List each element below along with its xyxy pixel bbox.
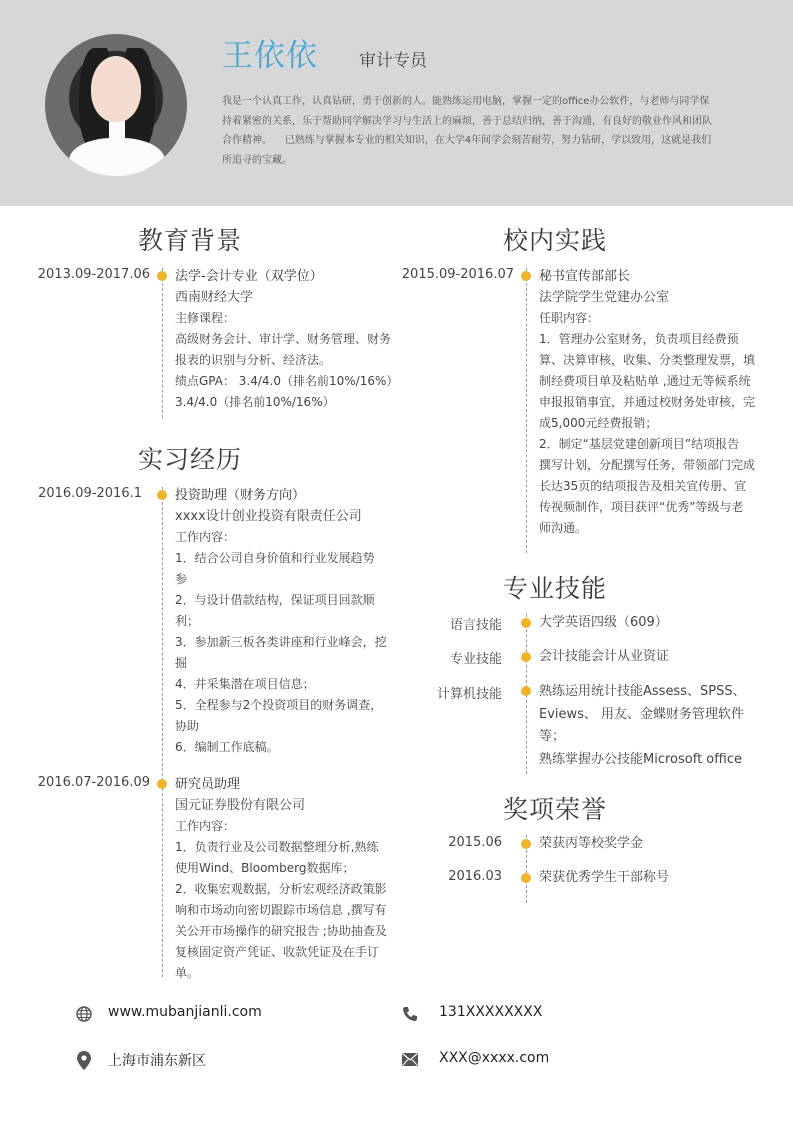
intro-line: 我是一个认真工作，认真钻研，勇于创新的人。能熟练运用电脑，掌握一定的office办公软件，与老师与同学保: [222, 96, 710, 107]
education-line: 绩点GPA： 3.4/4.0（排名前10%/16%）: [175, 374, 399, 388]
internship-company: 国元证券股份有限公司: [175, 798, 306, 813]
internship-line: 6．编制工作底稿。: [175, 740, 279, 754]
education-date: 2013.09-2017.06: [37, 267, 150, 282]
internship-line: 复核固定资产凭证、收款凭证及在手订: [175, 945, 380, 959]
award-date: 2016.03: [448, 869, 502, 884]
timeline-dot: [521, 618, 531, 628]
intro-line: 持着紧密的关系，乐于帮助同学解决学习与生活上的麻烦，善于总结归纳，善于沟通，有良好的敬业作风和团队: [222, 115, 712, 127]
education-degree: 法学-会计专业（双学位）: [175, 269, 323, 284]
campus-line: 算、决算审核，收集、分类整理发票，填: [539, 353, 756, 367]
award-line: 荣获丙等校奖学金: [539, 836, 644, 851]
section-title-campus: 校内实践: [503, 226, 608, 255]
mail-icon: [402, 1053, 418, 1066]
timeline-dot: [521, 686, 531, 696]
internship-line: 1．负责行业及公司数据整理分析,熟练: [175, 840, 379, 854]
internship-date: 2016.07-2016.09: [37, 775, 150, 790]
campus-date: 2015.09-2016.07: [401, 267, 514, 282]
internship-company: xxxx设计创业投资有限责任公司: [175, 509, 362, 524]
internship-line: 利；: [175, 614, 200, 628]
timeline-dot: [157, 490, 167, 500]
timeline-dot: [157, 779, 167, 789]
internship-line: 协助: [175, 719, 200, 733]
skill-line: 会计技能会计从业资证: [539, 649, 670, 664]
intro-line: 合作精神。 已熟练与掌握本专业的相关知识，在大学4年间学会刻苦耐劳，努力钻研，学以致用，这就是我们: [222, 135, 712, 146]
timeline-dot: [521, 271, 531, 281]
internship-line: 5．全程参与2个投资项目的财务调查，: [175, 698, 383, 712]
campus-line: 任职内容：: [539, 311, 600, 325]
internship-line: 工作内容：: [175, 530, 236, 544]
skill-item: [539, 646, 669, 667]
internship-line: 使用Wind、Bloomberg数据库；: [175, 861, 355, 875]
campus-line: 1．管理办公室财务，负责项目经费预: [539, 332, 739, 346]
internship-line: 参: [175, 572, 188, 586]
internship-line: 关公开市场操作的研究报告 ;协助抽查及: [175, 924, 387, 938]
internship-date: 2016.09-2016.1: [38, 486, 142, 501]
skill-item: [539, 681, 746, 771]
timeline-dot: [521, 839, 531, 849]
internship-line: 工作内容：: [175, 819, 236, 833]
internship-line: 3．参加新三板各类讲座和行业峰会，挖: [175, 635, 387, 649]
skill-item: [539, 612, 668, 633]
education-school: 西南财经大学: [175, 290, 254, 305]
education-line: 报表的识别与分析、经济法。: [175, 353, 332, 367]
intro-line: 所追寻的宝藏。: [222, 154, 292, 166]
campus-line: 制经费项目单及粘贴单 ,通过无等候系统: [539, 374, 751, 388]
internship-role: 投资助理（财务方向）: [175, 488, 306, 503]
website-link[interactable]: www.mubanjianli.com: [108, 1004, 262, 1020]
timeline-line: [526, 268, 527, 553]
skill-line: 熟练运用统计技能Assess、SPSS、: [539, 684, 746, 699]
avatar: [45, 34, 187, 176]
internship-line: 1．结合公司自身价值和行业发展趋势: [175, 551, 375, 565]
internship-line: 掘: [175, 656, 188, 670]
internship-line: 2．与设计借款结构，保证项目回款顺: [175, 593, 375, 607]
award-date: 2015.06: [448, 835, 502, 850]
phone-number[interactable]: 131XXXXXXXX: [439, 1004, 543, 1020]
campus-line: 成5,000元经费报销；: [539, 416, 658, 430]
internship-role: 研究员助理: [175, 777, 241, 792]
campus-org: 法学院学生党建办公室: [539, 290, 670, 305]
campus-line: 师沟通。: [539, 521, 588, 535]
timeline-dot: [521, 652, 531, 662]
skill-line: 等；: [539, 729, 566, 744]
skill-label: 计算机技能: [436, 687, 502, 702]
timeline-line: [162, 268, 163, 418]
skill-label: 语言技能: [449, 618, 502, 633]
section-title-internship: 实习经历: [138, 445, 243, 474]
education-line: 主修课程：: [175, 311, 236, 325]
education-details: [175, 266, 398, 413]
job-title: 审计专员: [359, 51, 427, 71]
skill-line: Eviews、 用友、金蝶财务管理软件: [539, 706, 745, 722]
internship-line: 响和市场动向密切跟踪市场信息 ,撰写有: [175, 903, 387, 917]
internship-line: 2．收集宏观数据，分析宏观经济政策影: [175, 882, 387, 896]
skill-label: 专业技能: [449, 652, 502, 667]
skill-line: 大学英语四级（609）: [539, 615, 668, 630]
email-link[interactable]: XXX@xxxx.com: [439, 1050, 550, 1066]
globe-icon: [76, 1006, 92, 1022]
internship-line: 单。: [175, 966, 200, 980]
internship-item: [175, 485, 387, 758]
internship-line: 4．并采集潜在项目信息；: [175, 677, 315, 691]
address: 上海市浦东新区: [108, 1053, 206, 1069]
section-title-skills: 专业技能: [503, 574, 608, 603]
campus-line: 传视频制作，项目获评“优秀”等级与老: [539, 500, 744, 514]
campus-role: 秘书宣传部部长: [539, 269, 631, 284]
campus-line: 撰写计划，分配撰写任务，带领部门完成: [539, 458, 756, 472]
section-title-awards: 奖项荣誉: [503, 795, 608, 824]
campus-line: 申报报销事宜，并通过校财务处审核，完: [539, 395, 756, 409]
award-text: [539, 867, 669, 888]
campus-line: 长达35页的结项报告及相关宣传册、宣: [539, 479, 747, 493]
location-pin-icon: [77, 1051, 91, 1070]
timeline-dot: [157, 271, 167, 281]
award-text: [539, 833, 643, 854]
phone-icon: [402, 1006, 418, 1022]
education-line: 3.4/4.0（排名前10%/16%）: [175, 395, 335, 409]
skill-line: 熟练掌握办公技能Microsoft office: [539, 751, 742, 767]
campus-line: 2．制定“基层党建创新项目”结项报告: [539, 437, 740, 451]
timeline-line: [162, 487, 163, 977]
award-line: 荣获优秀学生干部称号: [539, 870, 670, 885]
name: 王依依: [222, 38, 318, 74]
campus-details: [539, 266, 755, 539]
education-line: 高级财务会计、审计学、财务管理、财务: [175, 332, 392, 346]
timeline-dot: [521, 873, 531, 883]
internship-item: [175, 774, 387, 984]
section-title-education: 教育背景: [138, 226, 243, 255]
intro: [222, 92, 777, 170]
